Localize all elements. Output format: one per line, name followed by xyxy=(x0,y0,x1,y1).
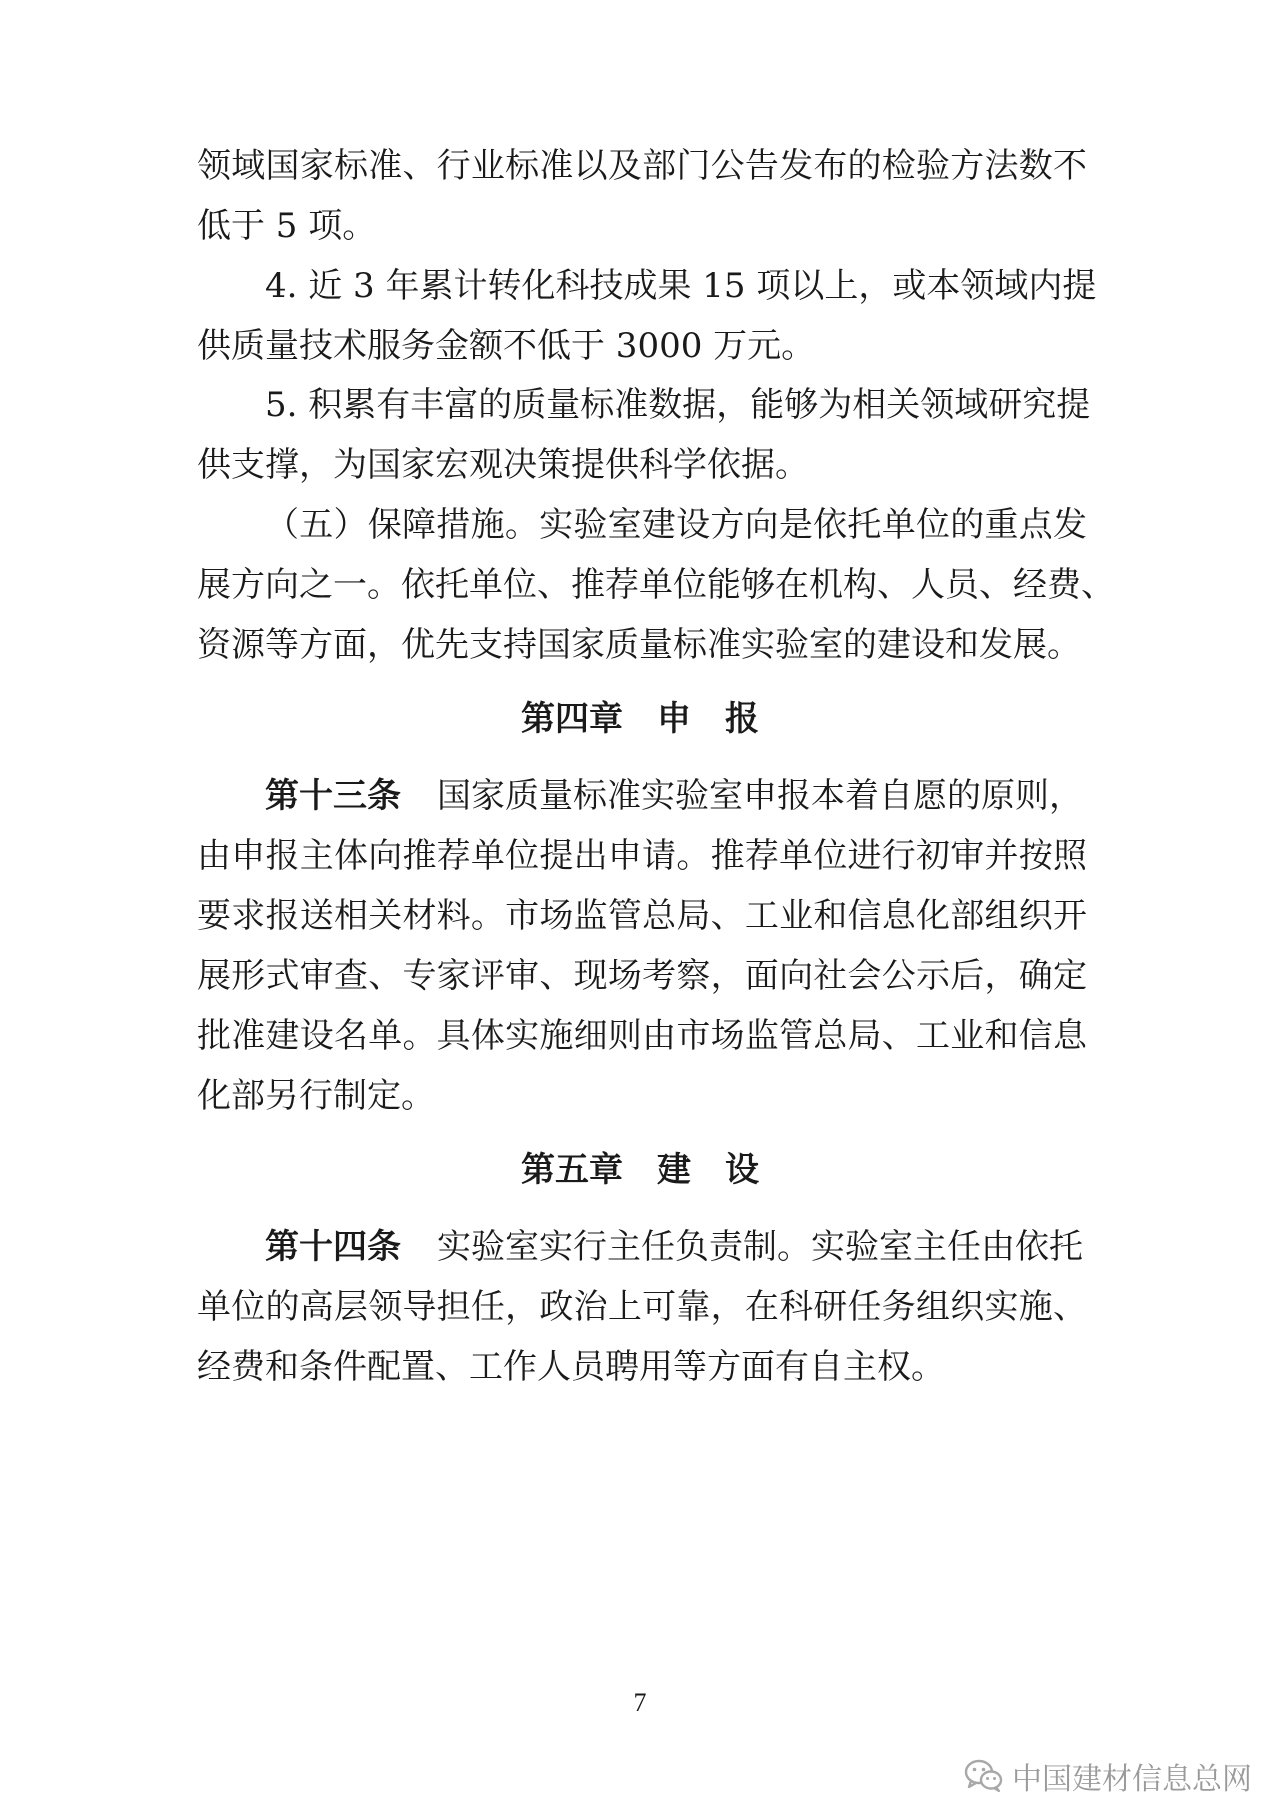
paragraph-line: 经费和条件配置、工作人员聘用等方面有自主权。 xyxy=(197,1347,945,1387)
article-fourteen-first-line xyxy=(265,1227,1087,1267)
wechat-icon xyxy=(964,1759,1004,1793)
watermark-text: 中国建材信息总网 xyxy=(1012,1762,1252,1797)
chapter-five-heading: 第五章 建 设 xyxy=(521,1150,759,1190)
article-thirteen-first-line xyxy=(265,776,1087,816)
article-thirteen-label: 第十三条 xyxy=(265,776,401,816)
chapter-four-heading: 第四章 申 报 xyxy=(521,699,759,739)
article-thirteen-text: 国家质量标准实验室申报本着自愿的原则， xyxy=(437,776,1083,816)
paragraph-line: 单位的高层领导担任，政治上可靠，在科研任务组织实施、 xyxy=(197,1287,1087,1327)
watermark xyxy=(964,1756,1252,1796)
paragraph-line: 要求报送相关材料。市场监管总局、工业和信息化部组织开 xyxy=(197,896,1087,936)
paragraph-line: 低于 5 项。 xyxy=(197,206,377,246)
article-fourteen-label: 第十四条 xyxy=(265,1227,401,1267)
page-number: 7 xyxy=(633,1688,647,1717)
paragraph-line: 展方向之一。依托单位、推荐单位能够在机构、人员、经费、 xyxy=(197,565,1115,605)
article-fourteen-text: 实验室实行主任负责制。实验室主任由依托 xyxy=(437,1227,1083,1267)
list-item-4: 4. 近 3 年累计转化科技成果 15 项以上，或本领域内提 xyxy=(265,266,1097,306)
paragraph-line: 领域国家标准、行业标准以及部门公告发布的检验方法数不 xyxy=(197,146,1087,186)
list-item-5: 5. 积累有丰富的质量标准数据，能够为相关领域研究提 xyxy=(265,385,1091,425)
paragraph-line: 化部另行制定。 xyxy=(197,1076,435,1116)
paragraph-line: 资源等方面，优先支持国家质量标准实验室的建设和发展。 xyxy=(197,625,1081,665)
paragraph-line: 供质量技术服务金额不低于 3000 万元。 xyxy=(197,326,816,366)
paragraph-line: 由申报主体向推荐单位提出申请。推荐单位进行初审并按照 xyxy=(197,836,1087,876)
paragraph-line: 批准建设名单。具体实施细则由市场监管总局、工业和信息 xyxy=(197,1016,1087,1056)
paragraph-line: 展形式审查、专家评审、现场考察，面向社会公示后，确定 xyxy=(197,956,1087,996)
paragraph-line: 供支撑，为国家宏观决策提供科学依据。 xyxy=(197,445,809,485)
section-five-paragraph: （五）保障措施。实验室建设方向是依托单位的重点发 xyxy=(265,505,1087,545)
